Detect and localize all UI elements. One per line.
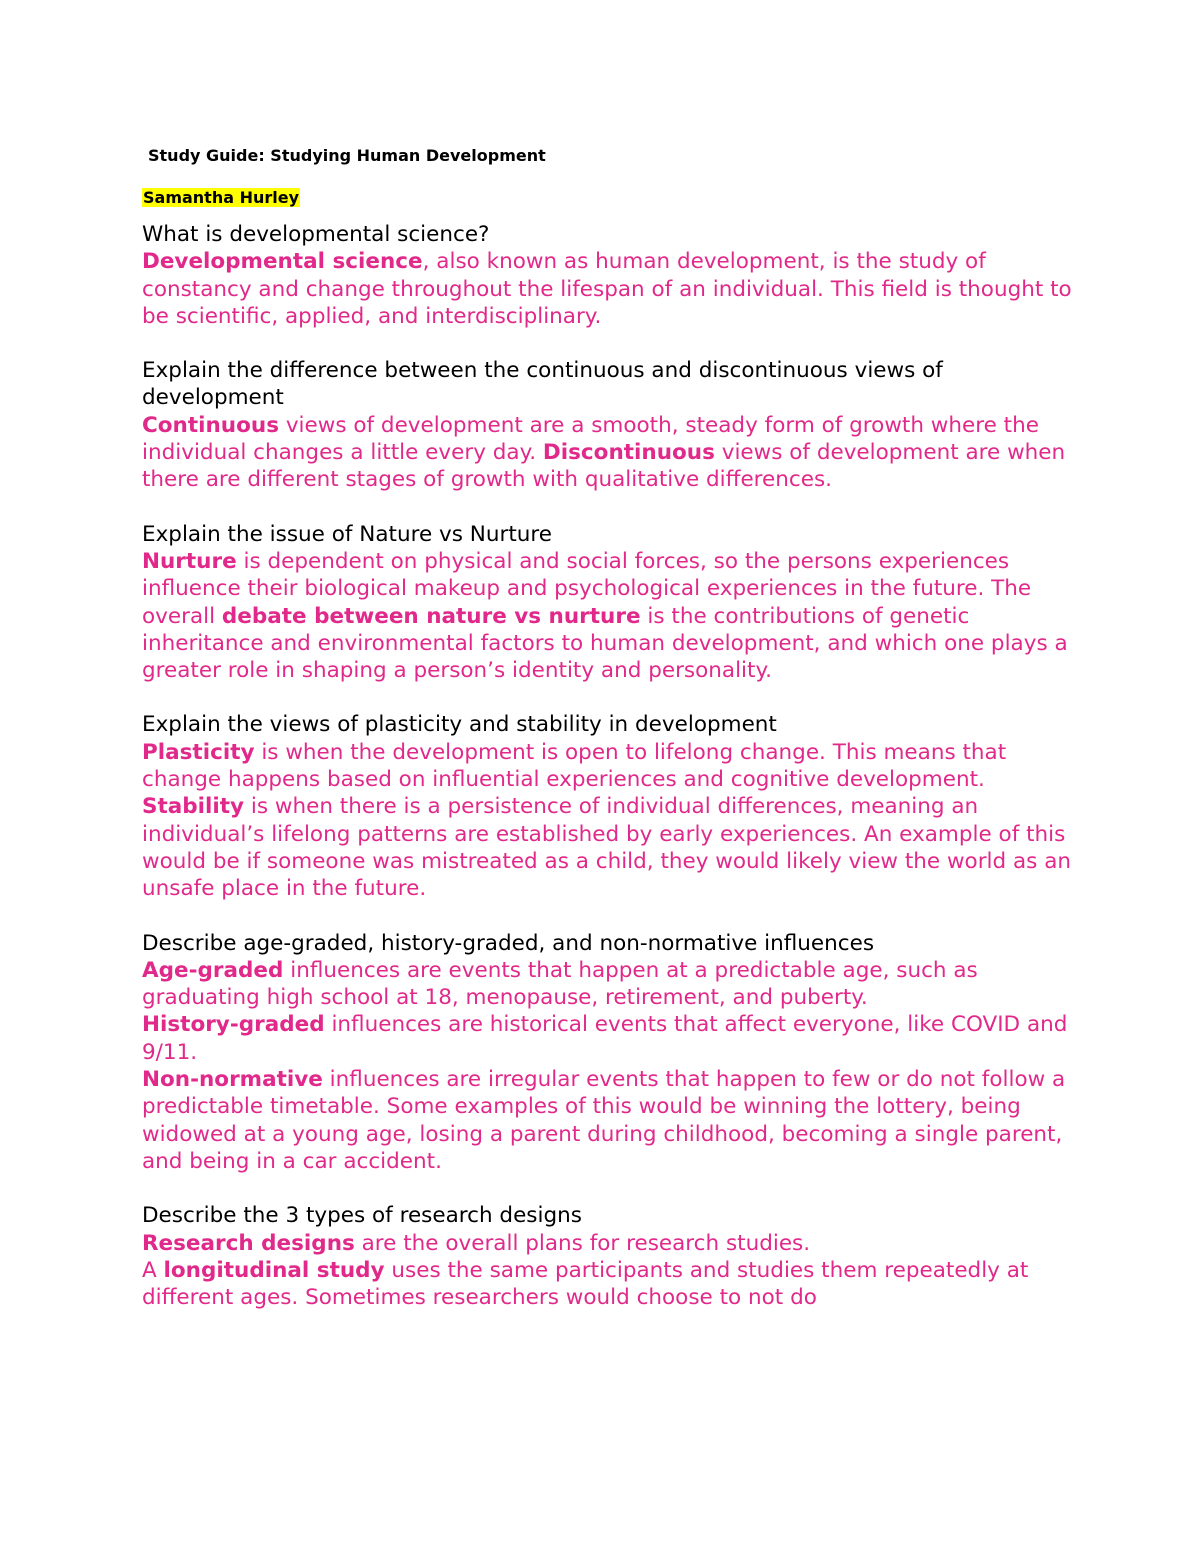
answer-paragraph bbox=[142, 1011, 1072, 1066]
question-text: Explain the views of plasticity and stability in development bbox=[142, 712, 777, 738]
author-name: Samantha Hurley bbox=[143, 188, 300, 207]
key-term: Discontinuous bbox=[542, 440, 715, 466]
answer-text: uses the same participants and studies them repeatedly at different ages. Sometimes researchers would choose to not do bbox=[142, 1257, 1029, 1311]
answer-text: is when the development is open to lifelong change. This means that change happens based on influential experiences and cognitive development. bbox=[142, 739, 1007, 793]
author-line bbox=[142, 187, 1072, 209]
key-term: Developmental science bbox=[142, 249, 423, 275]
study-section bbox=[142, 221, 1072, 330]
answer-paragraph bbox=[142, 248, 1072, 330]
answer-text: influences are events that happen at a predictable age, such as graduating high school at 18, menopause, retirement, and puberty. bbox=[142, 957, 978, 1011]
answer-text: influences are irregular events that happen to few or do not follow a predictable timetable. Some examples of this would be winning the lottery, being widowed at a young age, losing a parent during childhood, becoming a single parent, and being in a car accident. bbox=[142, 1067, 1066, 1174]
answer-paragraph bbox=[142, 739, 1072, 903]
key-term: Non-normative bbox=[142, 1067, 323, 1093]
key-term: Plasticity bbox=[142, 739, 255, 765]
question-text: Describe age-graded, history-graded, and non-normative influences bbox=[142, 930, 875, 956]
key-term: Continuous bbox=[142, 412, 279, 438]
answer-text: is when there is a persistence of individual differences, meaning an individual’s lifelong patterns are established by early experiences. An example of this would be if someone was mistreated as a child, they would likely view the world as an unsafe place in the future. bbox=[142, 794, 1072, 902]
study-section bbox=[142, 357, 1072, 493]
answer-text: influences are historical events that affect everyone, like COVID and 9/11. bbox=[142, 1012, 1068, 1065]
key-term: History-graded bbox=[142, 1012, 325, 1038]
key-term: Age-graded bbox=[142, 957, 284, 983]
key-term: Research designs bbox=[142, 1230, 355, 1256]
answer-text: , also known as human development, is the study of constancy and change throughout the lifespan of an individual. This field is thought to be scientific, applied, and interdisciplinary. bbox=[142, 249, 1072, 329]
document-title: Study Guide: Studying Human Development bbox=[148, 146, 546, 165]
answer-text: is the contributions of genetic inheritance and environmental factors to human development, and which one plays a greater role in shaping a person’s identity and personality. bbox=[142, 603, 1068, 684]
answer-paragraph bbox=[142, 1066, 1072, 1175]
answer-text: is dependent on physical and social forces, so the persons experiences influence their biological makeup and psychological experiences in the future. The overall bbox=[142, 548, 1032, 629]
answer-text: are the overall plans for research studies. bbox=[354, 1230, 811, 1256]
answer-paragraph bbox=[142, 1257, 1072, 1312]
key-term: Stability bbox=[142, 794, 245, 820]
study-section bbox=[142, 711, 1072, 902]
answer-paragraph bbox=[142, 957, 1072, 1012]
answer-paragraph bbox=[142, 412, 1072, 494]
question-text: Describe the 3 types of research designs bbox=[142, 1203, 582, 1229]
study-section bbox=[142, 930, 1072, 1176]
key-term: Nurture bbox=[142, 548, 237, 574]
question-text: What is developmental science? bbox=[142, 222, 490, 247]
answer-paragraph bbox=[142, 1230, 1072, 1257]
question-text: Explain the difference between the continuous and discontinuous views of development bbox=[142, 358, 943, 411]
key-term: longitudinal study bbox=[163, 1257, 385, 1283]
key-term: debate between nature vs nurture bbox=[221, 603, 641, 629]
question-text: Explain the issue of Nature vs Nurture bbox=[142, 521, 552, 547]
document-content bbox=[142, 141, 1072, 1338]
answer-text: A bbox=[142, 1257, 164, 1283]
answer-text: views of development are a smooth, steady form of growth where the individual changes a little every day. bbox=[142, 412, 1039, 466]
study-guide-sections bbox=[142, 221, 1072, 1311]
answer-text: views of development are when there are different stages of growth with qualitative differences. bbox=[142, 440, 1066, 493]
answer-paragraph bbox=[142, 548, 1072, 684]
study-section bbox=[142, 1202, 1072, 1311]
study-section bbox=[142, 521, 1072, 685]
